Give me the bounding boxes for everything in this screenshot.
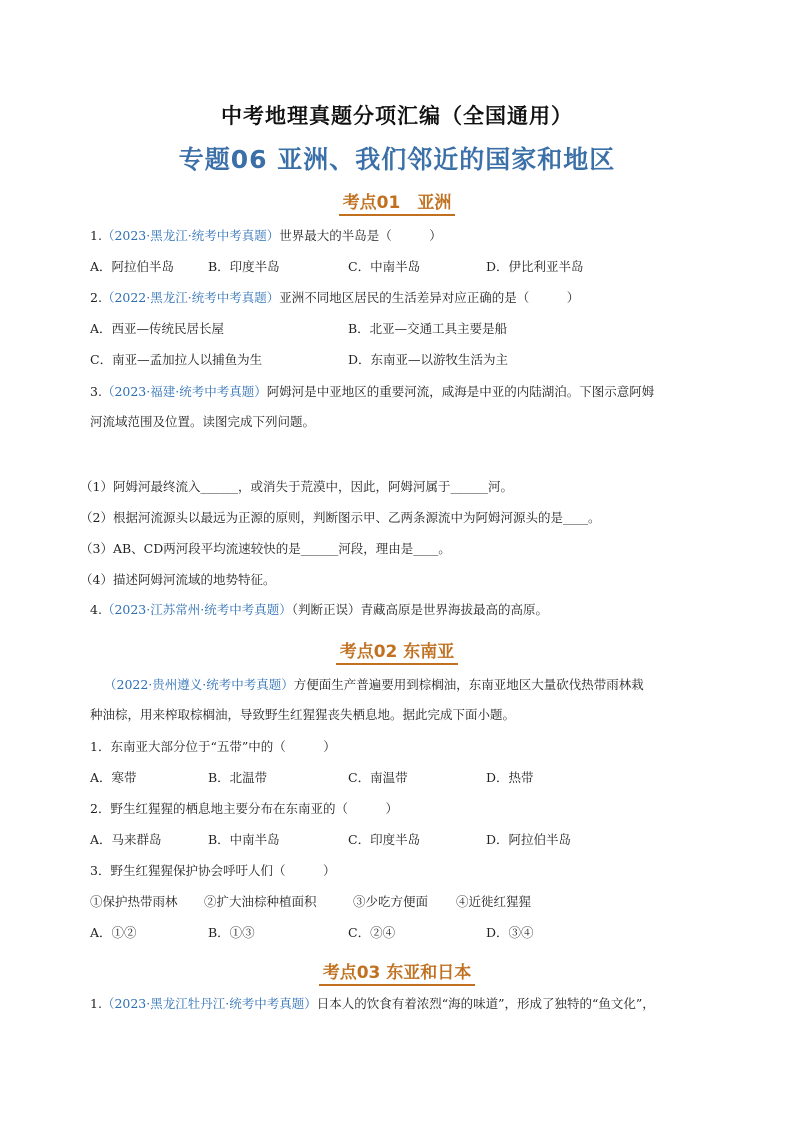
option-b: B．①③ bbox=[208, 925, 255, 940]
sub-question-2: （2）根据河流源头以最远为正源的原则，判断图示甲、乙两条源流中为阿姆河源头的是____。 bbox=[80, 510, 601, 525]
option-b: B．中南半岛 bbox=[208, 832, 280, 847]
passage-intro: （2022·贵州遵义·统考中考真题）方便面生产普遍要用到棕榈油，东南亚地区大量砍伐热带雨林栽 bbox=[104, 677, 644, 692]
question-3-continued: 河流域范围及位置。读图完成下列问题。 bbox=[90, 414, 316, 429]
question-1: 1．东南亚大部分位于“五带”中的（ ） bbox=[90, 739, 336, 754]
option-c: C．印度半岛 bbox=[348, 832, 421, 847]
option-c: C．南亚—孟加拉人以捕鱼为生 bbox=[90, 352, 263, 367]
section-title-east-asia-japan: 考点03 东亚和日本 bbox=[0, 958, 794, 983]
option-a: A．西亚—传统民居长屋 bbox=[90, 321, 225, 336]
question-1: 1.（2023·黑龙江牡丹江·统考中考真题）日本人的饮食有着浓烈“海的味道”，形成了独特的“鱼文化”， bbox=[90, 996, 655, 1011]
option-b: B．北亚—交通工具主要是船 bbox=[348, 321, 508, 336]
sub-question-1: （1）阿姆河最终流入______，或消失于荒漠中，因此，阿姆河属于______河。 bbox=[80, 479, 513, 494]
statement-3: ③少吃方便面 bbox=[353, 894, 429, 909]
section-title-southeast-asia: 考点02 东南亚 bbox=[0, 637, 794, 662]
option-a: A．马来群岛 bbox=[90, 832, 162, 847]
statement-2: ②扩大油棕种植面积 bbox=[204, 894, 317, 909]
document-title: 中考地理真题分项汇编（全国通用） bbox=[221, 104, 573, 128]
question-3: 3．野生红猩猩保护协会呼吁人们（ ） bbox=[90, 863, 336, 878]
option-d: D．东南亚—以游牧生活为主 bbox=[348, 352, 509, 367]
option-c: C．中南半岛 bbox=[348, 259, 421, 274]
statement-1: ①保护热带雨林 bbox=[90, 894, 178, 909]
option-d: D．③④ bbox=[486, 925, 534, 940]
option-d: D．伊比利亚半岛 bbox=[486, 259, 584, 274]
option-d: D．阿拉伯半岛 bbox=[486, 832, 572, 847]
option-c: C．②④ bbox=[348, 925, 396, 940]
question-3: 3.（2023·福建·统考中考真题）阿姆河是中亚地区的重要河流，咸海是中亚的内陆湖泊。下图示意阿姆 bbox=[90, 384, 655, 399]
passage-intro-continued: 种油棕，用来榨取棕榈油，导致野生红猩猩丧失栖息地。据此完成下面小题。 bbox=[90, 707, 516, 722]
option-a: A．寒带 bbox=[90, 770, 137, 785]
option-a: A．阿拉伯半岛 bbox=[90, 259, 175, 274]
question-1: 1.（2023·黑龙江·统考中考真题）世界最大的半岛是（ ） bbox=[90, 228, 442, 243]
topic-title: 专题06 亚洲、我们邻近的国家和地区 bbox=[178, 145, 616, 174]
option-d: D．热带 bbox=[486, 770, 534, 785]
option-b: B．印度半岛 bbox=[208, 259, 280, 274]
sub-question-4: （4）描述阿姆河流域的地势特征。 bbox=[80, 572, 276, 587]
option-b: B．北温带 bbox=[208, 770, 268, 785]
question-4: 4.（2023·江苏常州·统考中考真题）（判断正误）青藏高原是世界海拔最高的高原。 bbox=[90, 602, 548, 617]
section-title-asia: 考点01 亚洲 bbox=[0, 188, 794, 213]
question-2: 2.（2022·黑龙江·统考中考真题）亚洲不同地区居民的生活差异对应正确的是（ ） bbox=[90, 290, 580, 305]
option-a: A．①② bbox=[90, 925, 137, 940]
sub-question-3: （3）AB、CD两河段平均流速较快的是______河段，理由是____。 bbox=[80, 541, 451, 556]
option-c: C．南温带 bbox=[348, 770, 408, 785]
statement-4: ④近徙红猩猩 bbox=[456, 894, 532, 909]
question-2: 2．野生红猩猩的栖息地主要分布在东南亚的（ ） bbox=[90, 801, 398, 816]
